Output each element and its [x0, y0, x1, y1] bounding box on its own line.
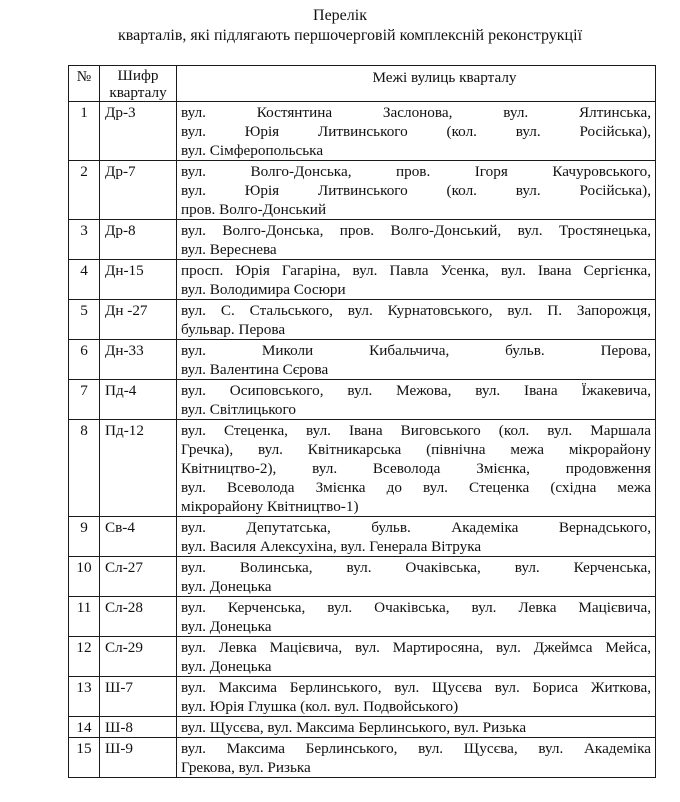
row-number: 8	[69, 420, 100, 517]
bounds-line: вул. Левка Мацієвича, вул. Мартиросяна, вул. Джеймса Мейса,	[181, 639, 651, 656]
table-row	[69, 677, 656, 717]
row-code: Др-3	[100, 102, 177, 161]
bounds-line: вул. С. Стальського, вул. Курнатовського, вул. П. Запорожця,	[181, 302, 651, 319]
bounds-line: вул. Волго-Донська, пров. Волго-Донський, вул. Тростянецька,	[181, 222, 651, 239]
row-number: 4	[69, 260, 100, 300]
row-number: 14	[69, 717, 100, 738]
table-row	[69, 380, 656, 420]
bounds-line: вул. Волго-Донська, пров. Ігоря Качуровського,	[181, 163, 651, 180]
row-number: 3	[69, 220, 100, 260]
bounds-line: Грекова, вул. Ризька	[181, 759, 311, 776]
bounds-line: мікрорайону Квітництво-1)	[181, 498, 359, 515]
title-line-2: кварталів, які підлягають першочерговій комплексній реконструкції	[117, 27, 583, 44]
row-code: Дн-33	[100, 340, 177, 380]
row-bounds	[177, 220, 656, 260]
bounds-line: вул. Керченська, вул. Очаківська, вул. Левка Мацієвича,	[181, 599, 651, 616]
table-row	[69, 220, 656, 260]
row-number: 7	[69, 380, 100, 420]
row-code: Пд-4	[100, 380, 177, 420]
quarters-table	[68, 65, 656, 778]
row-code: Сл-27	[100, 557, 177, 597]
header-bounds: Межі вулиць кварталу	[177, 66, 656, 102]
row-number: 1	[69, 102, 100, 161]
row-number: 10	[69, 557, 100, 597]
row-number: 13	[69, 677, 100, 717]
bounds-line: вул. Всеволода Змієнка до вул. Стеценка (східна межа	[181, 479, 651, 496]
row-bounds	[177, 102, 656, 161]
bounds-line: вул. Осиповського, вул. Межова, вул. Івана Їжакевича,	[181, 382, 651, 399]
header-number: №	[69, 66, 100, 102]
header-code	[100, 66, 177, 102]
row-number: 15	[69, 738, 100, 778]
document-title	[0, 6, 680, 46]
bounds-line: вул. Юрія Литвинського (кол. вул. Російська),	[181, 182, 651, 199]
bounds-line: вул. Донецька	[181, 658, 272, 675]
bounds-line: вул. Максима Берлинського, вул. Щусєва вул. Бориса Житкова,	[181, 679, 651, 696]
bounds-line: вул. Валентина Сєрова	[181, 361, 329, 378]
row-bounds	[177, 717, 656, 738]
row-bounds	[177, 557, 656, 597]
row-number: 9	[69, 517, 100, 557]
header-code-line-2: кварталу	[109, 84, 167, 101]
bounds-line: вул. Сімферопольська	[181, 142, 324, 159]
row-code: Др-8	[100, 220, 177, 260]
row-bounds	[177, 597, 656, 637]
bounds-line: вул. Юрія Глушка (кол. вул. Подвойського)	[181, 698, 459, 715]
header-code-line-1: Шифр	[117, 67, 159, 84]
row-code: Сл-28	[100, 597, 177, 637]
row-code: Дн -27	[100, 300, 177, 340]
row-bounds	[177, 738, 656, 778]
bounds-line: вул. Донецька	[181, 578, 272, 595]
bounds-line: Гречка), вул. Квітникарська (північна межа мікрорайону	[181, 441, 651, 458]
row-code: Пд-12	[100, 420, 177, 517]
table-row	[69, 738, 656, 778]
table-row	[69, 637, 656, 677]
table-row	[69, 300, 656, 340]
row-number: 11	[69, 597, 100, 637]
row-code: Сл-29	[100, 637, 177, 677]
row-bounds	[177, 517, 656, 557]
row-number: 5	[69, 300, 100, 340]
row-bounds	[177, 161, 656, 220]
bounds-line: вул. Депутатська, бульв. Академіка Вернадського,	[181, 519, 651, 536]
row-code: Др-7	[100, 161, 177, 220]
table-row	[69, 557, 656, 597]
title-line-1: Перелік	[313, 7, 367, 24]
row-bounds	[177, 420, 656, 517]
table-row	[69, 517, 656, 557]
bounds-line: вул. Василя Алексухіна, вул. Генерала Вітрука	[181, 538, 482, 555]
bounds-line: вул. Миколи Кибальчича, бульв. Перова,	[181, 342, 651, 359]
table-body	[69, 102, 656, 778]
table-row	[69, 260, 656, 300]
bounds-line: вул. Донецька	[181, 618, 272, 635]
bounds-line: вул. Щусєва, вул. Максима Берлинського, вул. Ризька	[181, 719, 527, 736]
table-row	[69, 340, 656, 380]
bounds-line: бульвар. Перова	[181, 321, 286, 338]
row-bounds	[177, 300, 656, 340]
bounds-line: вул. Максима Берлинського, вул. Щусєва, вул. Академіка	[181, 740, 651, 757]
bounds-line: пров. Волго-Донський	[181, 201, 327, 218]
row-bounds	[177, 340, 656, 380]
bounds-line: вул. Волинська, вул. Очаківська, вул. Керченська,	[181, 559, 651, 576]
bounds-line: вул. Світлицького	[181, 401, 296, 418]
row-code: Св-4	[100, 517, 177, 557]
table-row	[69, 717, 656, 738]
row-number: 12	[69, 637, 100, 677]
bounds-line: просп. Юрія Гагаріна, вул. Павла Усенка, вул. Івана Сергієнка,	[181, 262, 651, 279]
row-bounds	[177, 380, 656, 420]
table-row	[69, 161, 656, 220]
table-header-row	[69, 66, 656, 102]
bounds-line: вул. Стеценка, вул. Івана Виговського (кол. вул. Маршала	[181, 422, 651, 439]
bounds-line: вул. Володимира Сосюри	[181, 281, 346, 298]
table-row	[69, 102, 656, 161]
row-code: Ш-7	[100, 677, 177, 717]
row-number: 6	[69, 340, 100, 380]
bounds-line: вул. Костянтина Заслонова, вул. Ялтинська,	[181, 104, 651, 121]
row-bounds	[177, 677, 656, 717]
bounds-line: вул. Вереснева	[181, 241, 277, 258]
bounds-line: вул. Юрія Литвинського (кол. вул. Російська),	[181, 123, 651, 140]
row-bounds	[177, 260, 656, 300]
row-number: 2	[69, 161, 100, 220]
row-code: Дн-15	[100, 260, 177, 300]
bounds-line: Квітництво-2), вул. Всеволода Змієнка, продовження	[181, 460, 651, 477]
row-code: Ш-9	[100, 738, 177, 778]
table-row	[69, 420, 656, 517]
table-row	[69, 597, 656, 637]
row-bounds	[177, 637, 656, 677]
row-code: Ш-8	[100, 717, 177, 738]
